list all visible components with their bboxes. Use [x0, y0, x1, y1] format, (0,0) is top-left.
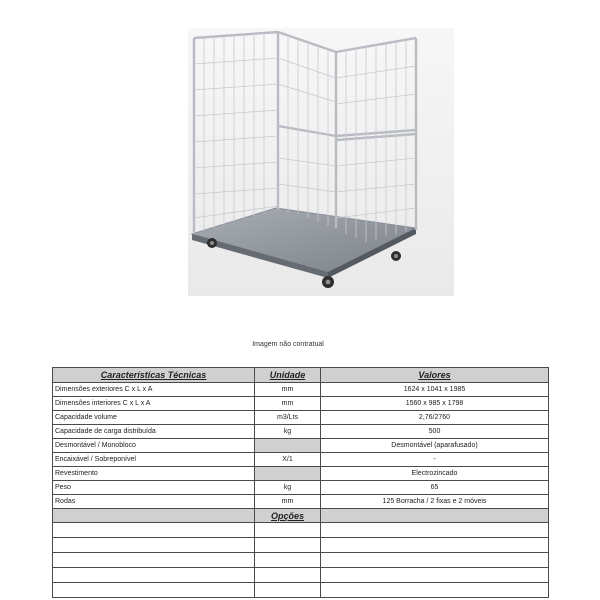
- row-label: Revestimento: [53, 467, 255, 481]
- roll-container-illustration: [188, 28, 454, 296]
- table-row: [53, 467, 549, 481]
- row-unit: mm: [255, 383, 321, 397]
- row-value: 65: [321, 481, 549, 495]
- product-image-roll-container: [188, 28, 454, 296]
- image-disclaimer-caption: Imagem não contratual: [252, 341, 324, 348]
- row-label: Desmontável / Monobloco: [53, 439, 255, 453]
- table-row: [53, 439, 549, 453]
- empty-option-row: [53, 568, 549, 583]
- options-title: Opções: [255, 509, 321, 523]
- table-row: [53, 453, 549, 467]
- row-unit: mm: [255, 397, 321, 411]
- row-label: Rodas: [53, 495, 255, 509]
- header-values: Valores: [321, 368, 549, 383]
- header-unit: Unidade: [255, 368, 321, 383]
- row-value: 2,76/2760: [321, 411, 549, 425]
- row-unit: mm: [255, 495, 321, 509]
- header-characteristics: Características Técnicas: [53, 368, 255, 383]
- empty-option-row: [53, 523, 549, 538]
- options-spacer: [53, 509, 255, 523]
- row-unit: kg: [255, 425, 321, 439]
- empty-option-row: [53, 553, 549, 568]
- row-unit: X/1: [255, 453, 321, 467]
- row-label: Capacidade de carga distribuída: [53, 425, 255, 439]
- options-header-row: [53, 509, 549, 523]
- table-header-row: [53, 368, 549, 383]
- row-unit: kg: [255, 481, 321, 495]
- row-value: Electrozincado: [321, 467, 549, 481]
- table-row: [53, 383, 549, 397]
- row-value: 125 Borracha / 2 fixas e 2 móveis: [321, 495, 549, 509]
- technical-specs-table: [52, 367, 549, 598]
- table-row: [53, 411, 549, 425]
- row-value: Desmontável (aparafusado): [321, 439, 549, 453]
- row-value: 1560 x 985 x 1798: [321, 397, 549, 411]
- row-unit: [255, 467, 321, 481]
- row-value: -: [321, 453, 549, 467]
- row-value: 500: [321, 425, 549, 439]
- empty-option-row: [53, 583, 549, 598]
- table-row: [53, 495, 549, 509]
- table-row: [53, 397, 549, 411]
- row-label: Encaixável / Sobreponível: [53, 453, 255, 467]
- table-row: [53, 481, 549, 495]
- row-label: Dimensões interiores C x L x A: [53, 397, 255, 411]
- row-label: Capacidade volume: [53, 411, 255, 425]
- row-label: Dimensões exteriores C x L x A: [53, 383, 255, 397]
- row-unit: m3/Lts: [255, 411, 321, 425]
- empty-option-row: [53, 538, 549, 553]
- options-spacer: [321, 509, 549, 523]
- row-value: 1624 x 1041 x 1985: [321, 383, 549, 397]
- table-row: [53, 425, 549, 439]
- row-label: Peso: [53, 481, 255, 495]
- row-unit: [255, 439, 321, 453]
